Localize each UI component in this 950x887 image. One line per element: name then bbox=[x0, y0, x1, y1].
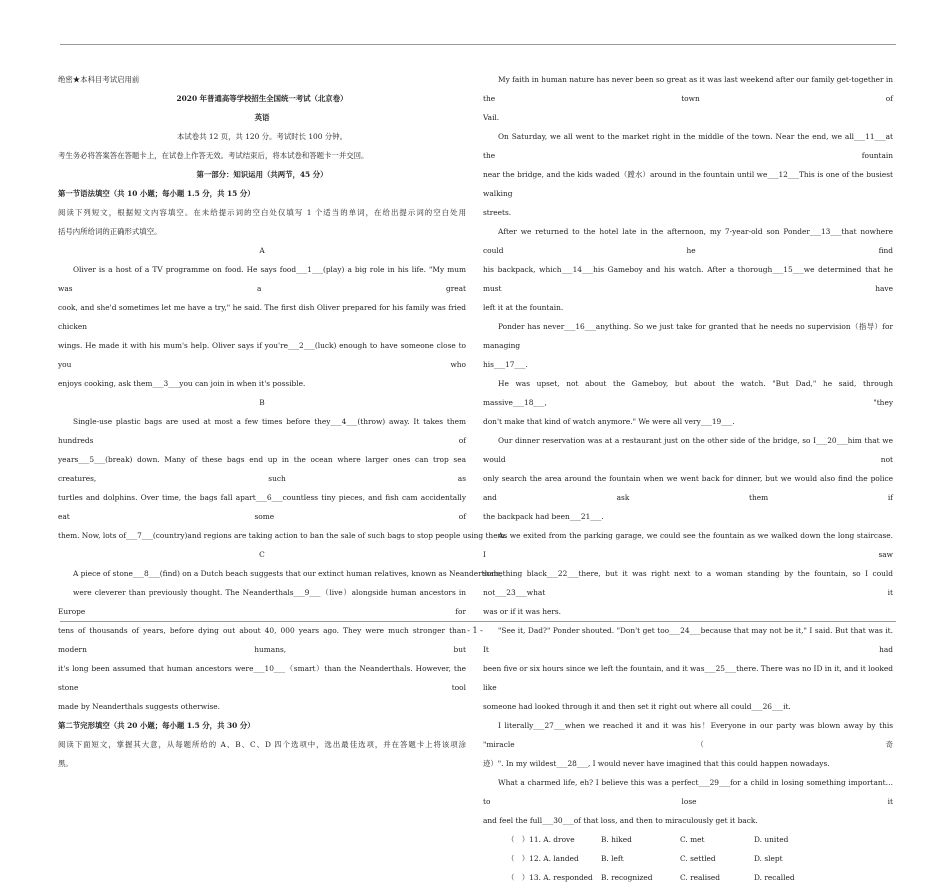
cloze-line: Our dinner reservation was at a restaurant just on the other side of the bridge, so I___20___him that we would not bbox=[483, 436, 893, 464]
top-rule bbox=[60, 44, 896, 45]
part-one-heading: 第一部分：知识运用（共两节，45 分） bbox=[196, 170, 328, 179]
cloze-line: near the bridge, and the kids waded（蹚水）around in the fountain until we___12___This is one of the busiest walking bbox=[483, 170, 893, 198]
cloze-line: don't make that kind of watch anymore." We were all very___19___. bbox=[483, 417, 735, 426]
section-two-heading: 第二节完形填空（共 20 小题；每小题 1.5 分，共 30 分） bbox=[58, 721, 255, 730]
option-b[interactable]: B. hiked bbox=[601, 835, 632, 844]
section-two-instruction: 阅读下面短文，掌握其大意，从每题所给的 A、B、C、D 四个选项中，选出最佳选项，并在答题卡上将该项涂 bbox=[58, 740, 466, 749]
cloze-line: his___17___. bbox=[483, 360, 528, 369]
exam-title: 2020 年普通高等学校招生全国统一考试（北京卷） bbox=[176, 94, 348, 103]
section-two-instruction-cont: 黑。 bbox=[58, 759, 73, 768]
option-c[interactable]: C. met bbox=[680, 835, 705, 844]
cloze-line: What a charmed life, eh? I believe this was a perfect___29___for a child in losing something important…to lose it bbox=[483, 778, 893, 806]
exam-notice: 考生务必将答案答在答题卡上，在试卷上作答无效。考试结束后，将本试卷和答题卡一并交回。 bbox=[58, 151, 369, 160]
confidential-label: 绝密★本科目考试启用前 bbox=[58, 75, 140, 84]
passage-b-label: B bbox=[259, 398, 265, 407]
cloze-line: "See it, Dad?" Ponder shouted. "Don't get too___24___because that may not be it," I said. But that was it. It had bbox=[483, 626, 893, 654]
passage-a-line: Oliver is a host of a TV programme on food. He says food___1___(play) a big role in his life. "My mum was a great bbox=[58, 265, 466, 293]
passage-a-line: wings. He made it with his mum's help. Oliver says if you're___2___(luck) enough to have someone close to you who bbox=[58, 341, 466, 369]
cloze-line: After we returned to the hotel late in the afternoon, my 7-year-old son Ponder___13___that nowhere could he find bbox=[483, 227, 893, 255]
question-12-options bbox=[483, 849, 893, 868]
passage-c-line: were cleverer than previously thought. The Neanderthals___9___（live）alongside human ancestors in Europe for bbox=[58, 588, 466, 616]
option-b[interactable]: B. recognized bbox=[601, 873, 653, 882]
cloze-line: He was upset, not about the Gameboy, but about the watch. "But Dad," he said, through massive___18___, "they bbox=[483, 379, 893, 407]
passage-a-label: A bbox=[259, 246, 265, 255]
option-c[interactable]: C. settled bbox=[680, 854, 716, 863]
question-11-options bbox=[483, 830, 893, 849]
section-one-instruction: 阅读下列短文，根据短文内容填空。在未给提示词的空白处仅填写 1 个适当的单词，在给出提示词的空白处用 bbox=[58, 208, 466, 217]
passage-b-line: them. Now, lots of___7___(country)and regions are taking action to ban the sale of such bags to stop people using them. bbox=[58, 531, 507, 540]
passage-c-line: made by Neanderthals suggests otherwise. bbox=[58, 702, 220, 711]
option-d[interactable]: D. slept bbox=[754, 854, 783, 863]
passage-b-line: turtles and dolphins. Over time, the bags fall apart___6___countless tiny pieces, and fish cam accidentally eat some of bbox=[58, 493, 466, 521]
cloze-line: On Saturday, we all went to the market right in the middle of the town. Near the end, we all___11___at the fountain bbox=[483, 132, 893, 160]
cloze-line: and feel the full___30___of that loss, and then to miraculously get it back. bbox=[483, 816, 758, 825]
passage-c-line: it's long been assumed that human ancestors were___10___（smart）than the Neanderthals. However, the stone tool bbox=[58, 664, 466, 692]
passage-b-line: Single-use plastic bags are used at most a few times before they___4___(throw) away. It takes them hundreds of bbox=[58, 417, 466, 445]
cloze-line: streets. bbox=[483, 208, 512, 217]
cloze-line: Ponder has never___16___anything. So we just take for granted that he needs no supervision（指导）for managing bbox=[483, 322, 893, 350]
cloze-line: 迹）". In my wildest___28___, I would never have imagined that this could happen nowadays. bbox=[483, 759, 830, 768]
cloze-line: My faith in human nature has never been so great as it was last weekend after our family get-together in the town of bbox=[483, 75, 893, 103]
cloze-line: only search the area around the fountain when we went back for dinner, but we would also find the police and ask them if bbox=[483, 474, 893, 502]
exam-info: 本试卷共 12 页，共 120 分。考试时长 100 分钟。 bbox=[177, 132, 347, 141]
cloze-line: As we exited from the parking garage, we could see the fountain as we walked down the long staircase. I saw bbox=[483, 531, 893, 559]
option-a[interactable]: （ ）11. A. drove bbox=[507, 835, 575, 844]
passage-b-line: years___5___(break) down. Many of these bags end up in the ocean where larger ones can trop sea creatures, such as bbox=[58, 455, 466, 483]
option-c[interactable]: C. realised bbox=[680, 873, 721, 882]
option-b[interactable]: B. left bbox=[601, 854, 624, 863]
option-d[interactable]: D. united bbox=[754, 835, 789, 844]
passage-c-line: A piece of stone___8___(find) on a Dutch beach suggests that our extinct human relatives, known as Neanderthals, bbox=[73, 569, 503, 578]
option-a[interactable]: （ ）12. A. landed bbox=[507, 854, 579, 863]
cloze-line: Vail. bbox=[483, 113, 500, 122]
bottom-rule bbox=[60, 621, 896, 622]
subject-title: 英语 bbox=[254, 113, 270, 122]
cloze-line: been five or six hours since we left the fountain, and it was___25___there. There was no ID in it, and it looked like bbox=[483, 664, 894, 692]
passage-c-line: tens of thousands of years, before dying out about 40, 000 years ago. They were much stronger than modern humans, but bbox=[58, 626, 466, 654]
section-one-instruction-cont: 括号内所给词的正确形式填空。 bbox=[58, 227, 162, 236]
passage-a-line: enjoys cooking, ask them___3___you can join in when it's possible. bbox=[58, 379, 306, 388]
section-one-heading: 第一节语法填空（共 10 小题；每小题 1.5 分，共 15 分） bbox=[58, 189, 255, 198]
question-13-options bbox=[483, 868, 893, 887]
cloze-line: was or if it was hers. bbox=[483, 607, 562, 616]
cloze-line: his backpack, which___14___his Gameboy and his watch. After a thorough___15___we determined that he must have bbox=[483, 265, 893, 293]
passage-c-label: C bbox=[259, 550, 265, 559]
cloze-line: the backpack had been___21___. bbox=[483, 512, 604, 521]
page-number: - 1 - bbox=[467, 626, 483, 635]
cloze-line: left it at the fountain. bbox=[483, 303, 564, 312]
right-column bbox=[483, 70, 893, 887]
cloze-line: something black___22___there, but it was right next to a woman standing by the fountain, so I could not___23___what it bbox=[483, 569, 893, 597]
cloze-line: I literally___27___when we reached it and it was his！Everyone in our party was blown away by this "miracle（奇 bbox=[483, 721, 893, 749]
option-d[interactable]: D. recalled bbox=[754, 873, 795, 882]
option-a[interactable]: （ ）13. A. responded bbox=[507, 873, 593, 882]
passage-a-line: cook, and she'd sometimes let me have a try," he said. The first dish Oliver prepared for his family was fried chicken bbox=[58, 303, 466, 331]
cloze-line: someone had looked through it and then set it right out where all could___26___it. bbox=[483, 702, 791, 711]
